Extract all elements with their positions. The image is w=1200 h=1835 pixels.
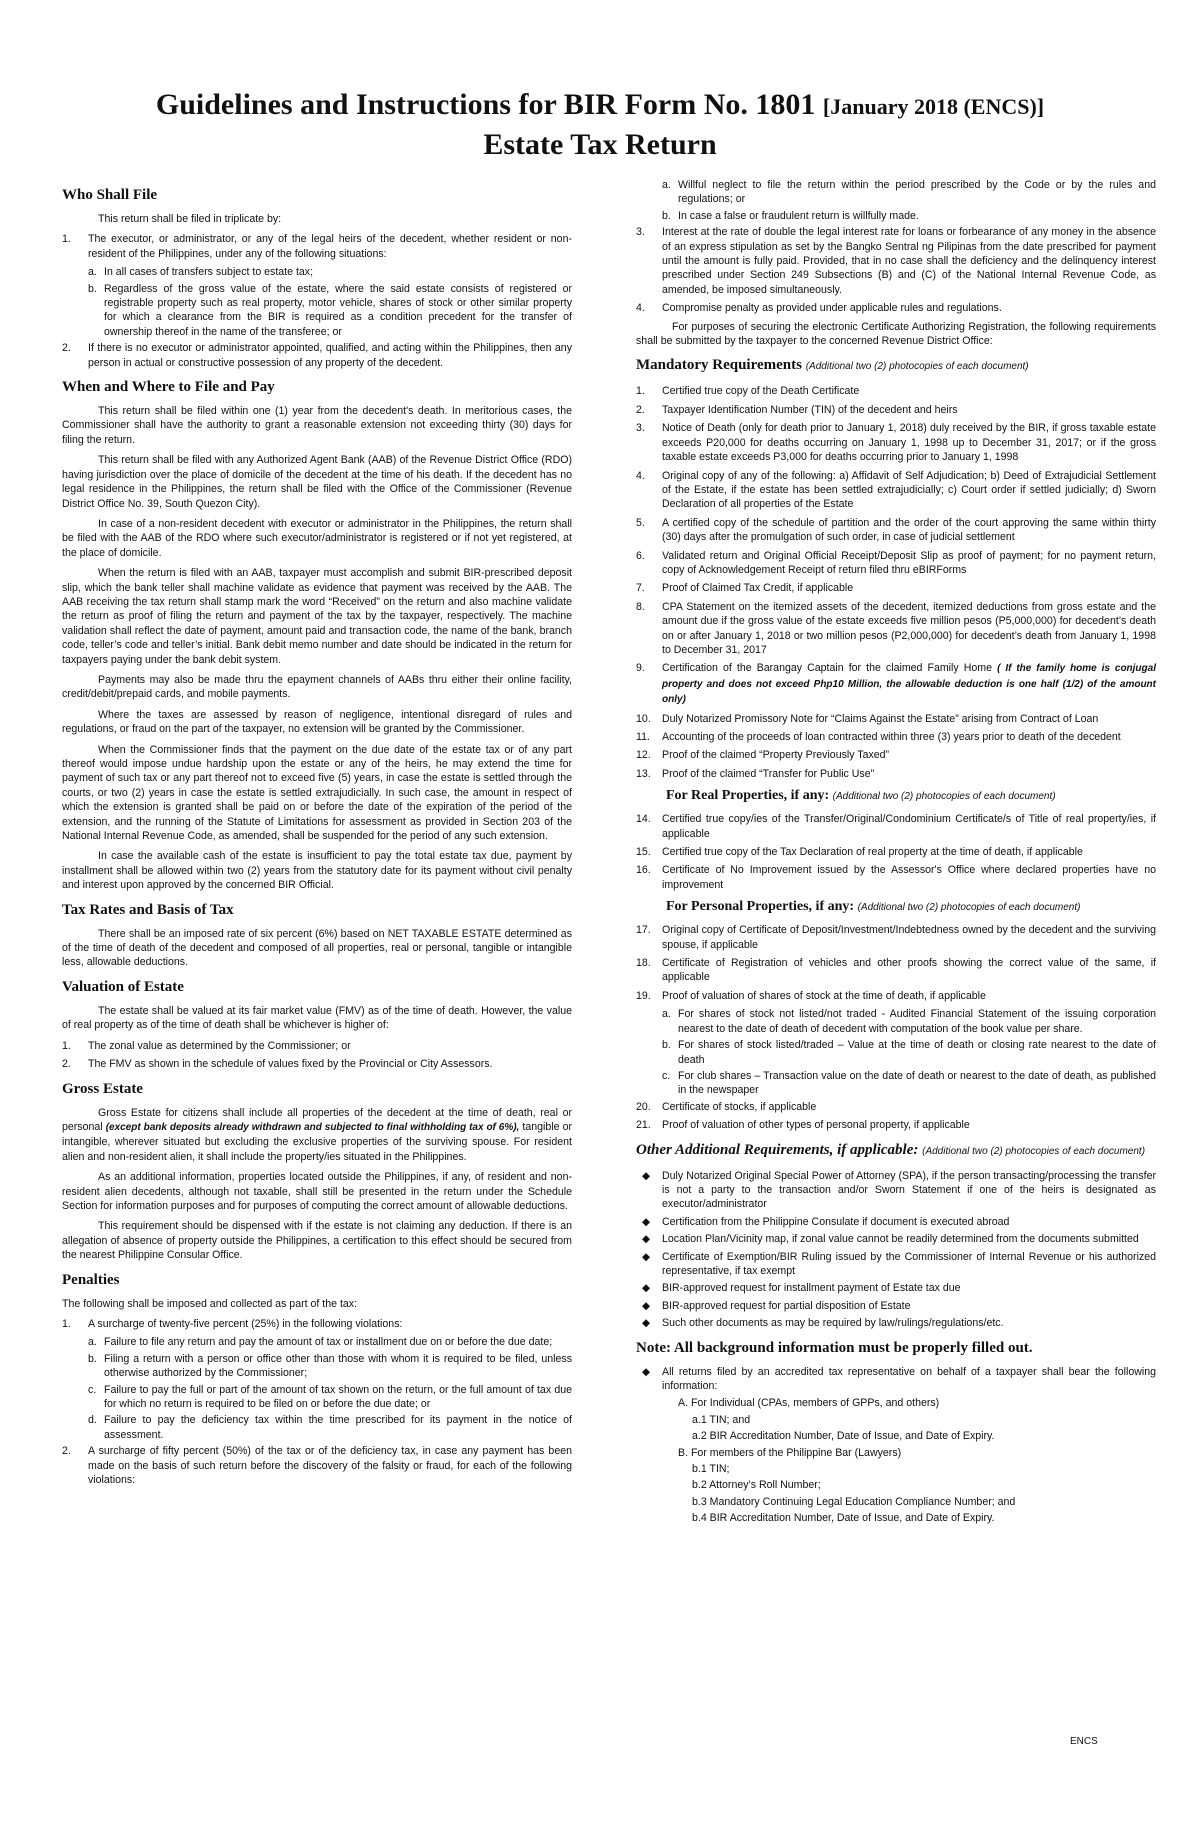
paragraph: There shall be an imposed rate of six percent (6%) based on NET TAXABLE ESTATE determined as of the time of death of the decedent and composed of all properties, real or personal, tangible or intangible less, allowable deductions. — [62, 927, 572, 969]
list-item: 8. CPA Statement on the itemized assets of the decedent, itemized deductions from gross estate and the amount due if the gross value of the estate exceeds five million pesos (P5,000,000) for decedent’s death on or after January 1, 2018 or two million pesos (P2,000,000) for decedent’s death from January 1, 1998 to December 31, 2017 — [636, 600, 1156, 656]
list-item: ◆ BIR-approved request for installment payment of Estate tax due — [642, 1282, 961, 1295]
real-properties-heading: For Real Properties, if any: (Additional two (2) photocopies of each document) — [666, 788, 1056, 804]
list-item: 5. A certified copy of the schedule of partition and the order of the court approving the same within thirty (30) days after the promulgation of such order, in case of judicial settlement — [636, 516, 1156, 544]
list-item: 3. Notice of Death (only for death prior to January 1, 2018) duly received by the BIR, if gross taxable estate exceeds P20,000 for deaths occurring on January 1, 1998 up to December 31, 2017; or if the gross taxable estate exceeds P3,000 for deaths occurring prior to January 1, 1998 — [636, 422, 1156, 464]
list-item: c. Failure to pay the full or part of the amount of tax shown on the return, or the full amount of tax due for which no return is required to be filed on or before the due date; or — [88, 1383, 572, 1410]
list-item: 12. Proof of the claimed “Property Previously Taxed” — [636, 749, 890, 762]
list-item: b. For shares of stock listed/traded – Value at the time of death or closing rate nearest to the date of death — [662, 1039, 1156, 1066]
other-requirements-heading: Other Additional Requirements, if applicable: (Additional two (2) photocopies of each document) — [636, 1141, 1146, 1158]
footer-label: ENCS — [1070, 1736, 1098, 1747]
list-item: b.4 BIR Accreditation Number, Date of Issue, and Date of Expiry. — [692, 1512, 995, 1525]
paragraph: This return shall be filed with any Authorized Agent Bank (AAB) of the Revenue District Office (RDO) having jurisdiction over the place of domicile of the decedent at the time of his death. If the decedent has no legal residence in the Philippines, the return shall be filed with the Office of the Commissioner (Revenue District Office No. 39, South Quezon City). — [62, 454, 572, 510]
paragraph: In case the available cash of the estate is insufficient to pay the total estate tax due, payment by installment shall be allowed within two (2) years from the statutory date for its payment without civil penalty and interest upon approved by the concerned BIR Official. — [62, 850, 572, 892]
paragraph: When the Commissioner finds that the payment on the due date of the estate tax or of any part thereof would impose undue hardship upon the estate or any of the heirs, he may extend the time for payment of such tax or any part thereof not to exceed five (5) years, in case the estate is settled through the courts, or two (2) years in case the estate is settled extrajudicially. In such case, the amount in respect of which the extension is granted shall be paid on or before the date of the expiration of the period of the extension, and the running of the Statute of Limitations for assessment as provided in Section 203 of the National Internal Revenue Code, as amended, shall be suspended for the period of any such extension. — [62, 743, 572, 843]
who-shall-file-heading: Who Shall File — [62, 187, 158, 203]
list-item: b. Regardless of the gross value of the estate, where the said estate consists of registered or registrable property such as real property, motor vehicle, shares of stock or other similar property for which a clearance from the BIR is required as a condition precedent for the transfer of ownership thereof in the name of the transferee; or — [88, 282, 572, 338]
list-item: ◆ Location Plan/Vicinity map, if zonal value cannot be readily determined from the documents submitted — [642, 1233, 1139, 1246]
list-item: b. In case a false or fraudulent return is willfully made. — [662, 209, 919, 222]
list-item: 10. Duly Notarized Promissory Note for “Claims Against the Estate” arising from Contract of Loan — [636, 712, 1099, 725]
paragraph: As an additional information, properties located outside the Philippines, if any, of resident and non-resident alien decedents, although not taxable, shall still be presented in the return under the Schedule Section for information purposes and for purposes of computing the correct amount of allowable deductions. — [62, 1171, 572, 1212]
list-item: 19. Proof of valuation of shares of stock at the time of death, if applicable — [636, 989, 986, 1002]
form-version: [January 2018 (ENCS)] — [822, 94, 1045, 119]
gross-estate-heading: Gross Estate — [62, 1080, 143, 1097]
list-item: a.2 BIR Accreditation Number, Date of Issue, and Date of Expiry. — [692, 1430, 995, 1443]
paragraph: In case of a non-resident decedent with executor or administrator in the Philippines, the return shall be filed with the AAB of the RDO where such executor/administrator is registered or if not yet registered, at the place of domicile. — [62, 517, 572, 559]
list-item: a. In all cases of transfers subject to estate tax; — [88, 266, 314, 279]
list-item: 1. Certified true copy of the Death Certificate — [636, 385, 860, 398]
list-item: 7. Proof of Claimed Tax Credit, if applicable — [636, 582, 854, 595]
mandatory-requirements-heading: Mandatory Requirements (Additional two (2) photocopies of each document) — [636, 357, 1029, 374]
list-item: 4. Compromise penalty as provided under applicable rules and regulations. — [636, 302, 1002, 315]
list-item: d. Failure to pay the deficiency tax within the time prescribed for its payment in the notice of assessment. — [88, 1414, 572, 1441]
list-item: 6. Validated return and Original Official Receipt/Deposit Slip as proof of payment; for no payment return, copy of Acknowledgement Receipt of return filed thru eBIRForms — [636, 549, 1156, 576]
note-heading: Note: All background information must be properly filled out. — [636, 1339, 1033, 1356]
list-item: ◆ Certification from the Philippine Consulate if document is executed abroad — [642, 1215, 1010, 1228]
list-item: 15. Certified true copy of the Tax Declaration of real property at the time of death, if applicable — [636, 846, 1083, 859]
list-item: 4. Original copy of any of the following: a) Affidavit of Self Adjudication; b) Deed of Extrajudicial Settlement of the Estate, if the estate has been settled extrajudicially; c) Court order if settled judicially; d) Sworn Declaration of all properties of the Estate — [636, 469, 1156, 511]
list-item: 2. Taxpayer Identification Number (TIN) of the decedent and heirs — [636, 403, 958, 416]
list-item: 16. Certificate of No Improvement issued by the Assessor's Office where declared properties have no improvement — [636, 864, 1156, 891]
list-item: 13. Proof of the claimed “Transfer for Public Use” — [636, 767, 875, 780]
left-column — [62, 178, 572, 1491]
list-item: 3. Interest at the rate of double the legal interest rate for loans or forbearance of any money in the absence of an express stipulation as set by the Bangko Sentral ng Pilipinas from the date prescribed for payment until the amount is fully paid. Provided, that in no case shall the deficiency and the delinquency interest prescribed under Section 249 Subsections (B) and (C) of the National Internal Revenue Code, as amended, be imposed simultaneously. — [636, 226, 1156, 296]
list-item: 2. If there is no executor or administrator appointed, qualified, and acting within the Philippines, then any person in actual or constructive possession of any property of the decedent. — [62, 342, 572, 369]
list-item: a. For shares of stock not listed/not traded - Audited Financial Statement of the issuing corporation nearest to the date of death of decedent with computation of the book value per share. — [662, 1008, 1156, 1035]
list-item: 18. Certificate of Registration of vehicles and other proofs showing the correct value of the same, if applicable — [636, 957, 1156, 984]
paragraph: This return shall be filed within one (1) year from the decedent's death. In meritorious cases, the Commissioner shall have the authority to grant a reasonable extension not exceeding thirty (30) days for filing the return. — [62, 405, 572, 446]
list-item: a. Failure to file any return and pay the amount of tax or installment due on or before the due date; — [88, 1336, 553, 1349]
right-column — [636, 178, 1156, 1528]
penalties-heading: Penalties — [62, 1271, 120, 1288]
paragraph: This requirement should be dispensed with if the estate is not claiming any deduction. If there is an allegation of absence of property outside the Philippines, a certification to this effect should be secured from the nearest Philippine Consular Office. — [62, 1220, 572, 1262]
list-item: b. Filing a return with a person or office other than those with whom it is required to be filed, unless otherwise authorized by the Commissioner; — [88, 1352, 572, 1380]
paragraph: Gross Estate for citizens shall include all properties of the decedent at the time of death, real or personal (except bank deposits already withdrawn and subjected to final withholding tax of 6%), tangible or intangible, wherever situated but excluding the exclusive properties of the surviving spouse. For resident alien and non-resident alien, it shall include the property/ies situated in the Philippines. — [62, 1106, 572, 1163]
list-item: b.1 TIN; — [692, 1463, 730, 1476]
list-item: b.2 Attorney’s Roll Number; — [692, 1479, 821, 1492]
valuation-heading: Valuation of Estate — [62, 978, 184, 995]
list-item: A. For Individual (CPAs, members of GPPs, and others) — [678, 1397, 940, 1410]
list-item: 21. Proof of valuation of other types of personal property, if applicable — [636, 1119, 970, 1132]
paragraph: Where the taxes are assessed by reason of negligence, intentional disregard of rules and regulations, or fraud on the part of the taxpayer, no extension will be granted by the Commissioner. — [62, 708, 572, 736]
list-item: 9. Certification of the Barangay Captain for the claimed Family Home ( If the family home is conjugal property and does not exceed Php10 Million, the allowable deduction is one half (1/2) of the amount only) — [636, 662, 1156, 706]
form-title: Guidelines and Instructions for BIR Form No. 1801 — [155, 88, 816, 121]
who-intro: This return shall be filed in triplicate by: — [98, 213, 282, 225]
list-item: 1. A surcharge of twenty-five percent (25%) in the following violations: — [62, 1317, 403, 1330]
paragraph: For purposes of securing the electronic Certificate Authorizing Registration, the following requirements shall be submitted by the taxpayer to the concerned Revenue District Office: — [636, 320, 1156, 348]
tax-rates-heading: Tax Rates and Basis of Tax — [62, 901, 234, 918]
penalties-intro: The following shall be imposed and collected as part of the tax: — [62, 1297, 358, 1310]
list-item: 1. The executor, or administrator, or any of the legal heirs of the decedent, whether resident or non-resident of the Philippines, under any of the following situations: — [62, 233, 572, 260]
personal-properties-heading: For Personal Properties, if any: (Additional two (2) photocopies of each document) — [666, 899, 1081, 915]
paragraph: When the return is filed with an AAB, taxpayer must accomplish and submit BIR-prescribed deposit slip, which the bank teller shall machine validate as evidence that payment was received by the AAB. The AAB receiving the tax return shall stamp mark the word “Received” on the return and also machine validate the return as proof of filing the return and payment of the tax by the taxpayer, respectively. The machine validation shall reflect the date of payment, amount paid and transaction code, the name of the bank, branch code, teller’s code and teller’s initial. Bank debit memo number and date should be indicated in the return for taxpayers paying under the bank debit system. — [62, 567, 572, 666]
list-item: a. Willful neglect to file the return within the period prescribed by the Code or by the rules and regulations; or — [662, 179, 1156, 206]
list-item: ◆ All returns filed by an accredited tax representative on behalf of a taxpayer shall bear the following information: — [642, 1365, 1156, 1392]
list-item: 2. A surcharge of fifty percent (50%) of the tax or of the deficiency tax, in case any payment has been made on the basis of such return before the discovery of the falsity or fraud, for each of the following violations: — [62, 1445, 572, 1487]
list-item: 17. Original copy of Certificate of Deposit/Investment/Indebtedness owned by the decedent and the surviving spouse, if applicable — [636, 924, 1156, 951]
document-title — [0, 86, 1200, 164]
when-where-heading: When and Where to File and Pay — [62, 379, 275, 396]
paragraph: Payments may also be made thru the epayment channels of AABs thru either their online facility, credit/debit/prepaid cards, and mobile payments. — [62, 673, 572, 701]
list-item: ◆ Such other documents as may be required by law/rulings/regulations/etc. — [642, 1317, 1004, 1330]
list-item: a.1 TIN; and — [692, 1413, 751, 1426]
form-subtitle: Estate Tax Return — [483, 128, 717, 161]
list-item: 20. Certificate of stocks, if applicable — [636, 1100, 817, 1113]
list-item: ◆ Certificate of Exemption/BIR Ruling issued by the Commissioner of Internal Revenue or his authorized representative, if tax exempt — [642, 1250, 1156, 1277]
list-item: 14. Certified true copy/ies of the Transfer/Original/Condominium Certificate/s of Title of real property/ies, if applicable — [636, 813, 1156, 840]
list-item: 2. The FMV as shown in the schedule of values fixed by the Provincial or City Assessors. — [62, 1058, 493, 1071]
list-item: b.3 Mandatory Continuing Legal Education Compliance Number; and — [692, 1495, 1016, 1508]
list-item: B. For members of the Philippine Bar (Lawyers) — [678, 1446, 902, 1459]
list-item: c. For club shares – Transaction value on the date of death or nearest to the date of death, as published in the newspaper — [662, 1069, 1156, 1097]
paragraph: The estate shall be valued at its fair market value (FMV) as of the time of death. However, the value of real property as of the time of death shall be whichever is higher of: — [62, 1004, 572, 1032]
list-item: 11. Accounting of the proceeds of loan contracted within three (3) years prior to death of the decedent — [636, 731, 1121, 743]
list-item: 1. The zonal value as determined by the Commissioner; or — [62, 1039, 351, 1052]
list-item: ◆ BIR-approved request for partial disposition of Estate — [642, 1299, 911, 1312]
list-item: ◆ Duly Notarized Original Special Power of Attorney (SPA), if the person transacting/processing the transfer is not a party to the transaction and/or Sworn Statement if one of the heirs is designated as executor/administrator — [642, 1169, 1156, 1211]
